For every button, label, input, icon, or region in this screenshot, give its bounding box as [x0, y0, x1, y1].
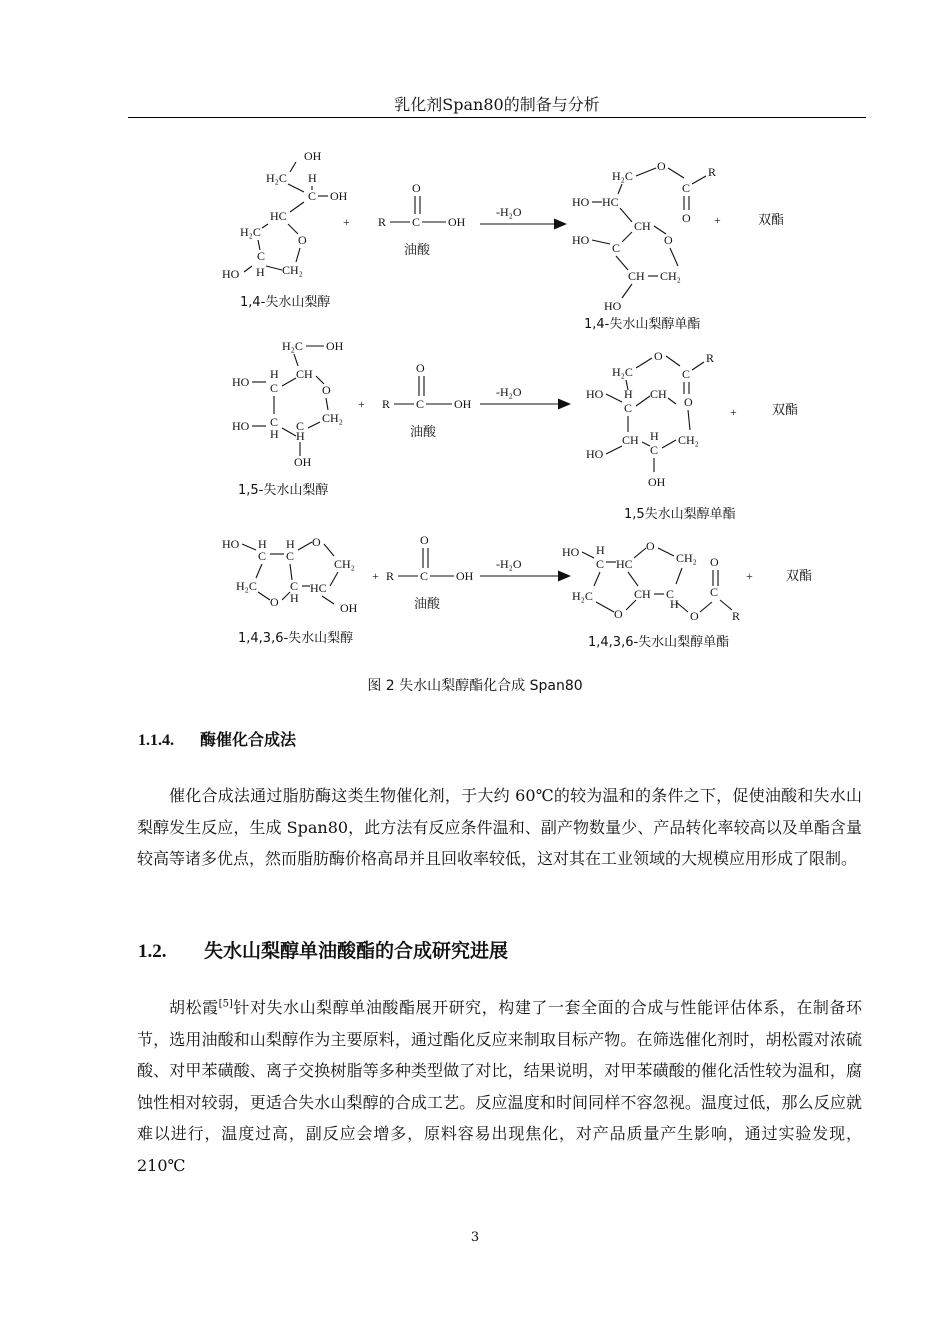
condition-1: -H₂O [496, 205, 522, 219]
plus-sign: + [358, 397, 365, 411]
svg-text:R: R [382, 397, 391, 411]
svg-text:C: C [412, 215, 421, 229]
svg-text:HO: HO [222, 267, 240, 281]
svg-text:R: R [708, 165, 717, 179]
product-1-label: 1,4-失水山梨醇单酯 [584, 317, 701, 332]
reagent-1-label: 油酸 [404, 243, 431, 258]
paragraph-research-progress [137, 992, 862, 1181]
svg-text:C: C [270, 415, 279, 429]
svg-text:R: R [706, 351, 715, 365]
paragraph-text: 针对失水山梨醇单油酸酯展开研究，构建了一套全面的合成与性能评估体系，在制备环节，选用油酸和山梨醇作为主要原料，通过酯化反应来制取目标产物。在筛选催化剂时，胡松霞对浓硫酸、对甲苯磺酸、离子交换树脂等多种类型做了对比，结果说明，对甲苯磺酸的催化活性较为温和，腐蚀性相对较弱，更适合失水山梨醇的合成工艺。反应温度和时间同样不容忽视。温度过低，那么反应就难以进行，温度过高，副反应会增多，原料容易出现焦化，对产品质量产生影响，通过实验发现，210℃ [137, 998, 862, 1175]
svg-text:C: C [416, 397, 425, 411]
svg-text:C: C [420, 569, 429, 583]
svg-text:H₂C: H₂C [240, 225, 261, 239]
svg-text:C: C [257, 249, 266, 263]
section-title: 酶催化合成法 [200, 730, 297, 749]
svg-text:CH₂: CH₂ [676, 551, 697, 565]
condition-2: -H₂O [496, 385, 522, 399]
product-3-structure [562, 539, 740, 623]
svg-text:HO: HO [232, 419, 250, 433]
svg-text:C: C [666, 587, 675, 601]
svg-text:O: O [312, 535, 321, 549]
svg-text:HO: HO [232, 375, 250, 389]
svg-text:H: H [286, 537, 295, 551]
svg-text:HC: HC [616, 557, 633, 571]
reactant-2-label: 1,5-失水山梨醇 [238, 483, 329, 498]
header-rule [128, 117, 866, 118]
svg-text:O: O [664, 233, 673, 247]
svg-text:H: H [296, 429, 305, 443]
svg-text:CH: CH [650, 387, 667, 401]
svg-text:C: C [710, 585, 719, 599]
byproduct-3: 双酯 [786, 569, 813, 584]
svg-text:OH: OH [304, 149, 322, 163]
svg-text:CH: CH [634, 219, 651, 233]
product-2-structure [586, 349, 714, 489]
reactant-1-label: 1,4-失水山梨醇 [240, 295, 331, 310]
svg-text:C: C [682, 181, 691, 195]
reactant-2-structure [232, 339, 344, 469]
svg-text:OH: OH [340, 601, 358, 615]
svg-text:C: C [596, 557, 605, 571]
svg-text:R: R [378, 215, 387, 229]
plus-sign: + [714, 213, 721, 227]
svg-text:HO: HO [222, 537, 240, 551]
svg-text:HO: HO [572, 233, 590, 247]
svg-text:HO: HO [586, 387, 604, 401]
section-heading-1-2 [138, 936, 508, 963]
svg-text:O: O [420, 533, 429, 547]
svg-text:CH: CH [634, 587, 651, 601]
reactant-3-label: 1,4,3,6-失水山梨醇 [238, 631, 354, 646]
svg-text:O: O [412, 181, 421, 195]
esterification-scheme [0, 140, 950, 660]
svg-text:OH: OH [648, 475, 666, 489]
svg-text:H: H [270, 427, 279, 441]
svg-text:O: O [654, 349, 663, 363]
svg-text:HO: HO [604, 299, 622, 313]
svg-text:O: O [614, 607, 623, 621]
svg-text:O: O [657, 159, 666, 173]
running-header: 乳化剂Span80的制备与分析 [394, 95, 600, 114]
condition-3: -H₂O [496, 557, 522, 571]
svg-text:C: C [296, 419, 305, 433]
svg-text:H₂C: H₂C [282, 339, 303, 353]
svg-text:HO: HO [586, 447, 604, 461]
svg-text:C: C [290, 579, 299, 593]
plus-sign: + [730, 405, 737, 419]
svg-text:H: H [256, 265, 265, 279]
svg-text:HO: HO [572, 195, 590, 209]
svg-text:OH: OH [294, 455, 312, 469]
svg-text:CH₂: CH₂ [282, 263, 303, 277]
svg-text:R: R [386, 569, 395, 583]
svg-text:HC: HC [310, 581, 327, 595]
oleic-acid-1-structure [378, 181, 466, 229]
svg-text:CH: CH [296, 367, 313, 381]
reagent-3-label: 油酸 [414, 597, 441, 612]
svg-text:H₂C: H₂C [612, 169, 633, 183]
svg-text:CH: CH [622, 433, 639, 447]
page-number: 3 [470, 1230, 480, 1245]
reactant-3-structure [222, 535, 358, 615]
svg-text:OH: OH [330, 189, 348, 203]
svg-text:H: H [624, 387, 633, 401]
product-3-label: 1,4,3,6-失水山梨醇单酯 [588, 635, 730, 650]
svg-text:C: C [286, 549, 295, 563]
paragraph-enzyme-catalysis: 催化合成法通过脂肪酶这类生物催化剂，于大约 60℃的较为温和的条件之下，促使油酸和失水山梨醇发生反应，生成 Span80，此方法有反应条件温和、副产物数量少、产品转化率较高以及单酯含量较高等诸多优点，然而脂肪酶价格高昂并且回收率较低，这对其在工业领域的大规模应用形成了限制。 [137, 786, 862, 868]
svg-text:C: C [258, 549, 267, 563]
svg-text:O: O [646, 539, 655, 553]
figure-caption: 图 2 失水山梨醇酯化合成 Span80 [367, 678, 583, 694]
svg-text:O: O [416, 361, 425, 375]
svg-text:R: R [732, 609, 741, 623]
section-number: 1.2. [138, 941, 167, 962]
byproduct-1: 双酯 [758, 213, 785, 228]
svg-text:H: H [258, 537, 267, 551]
svg-text:CH₂: CH₂ [334, 557, 355, 571]
product-2-label: 1,5失水山梨醇单酯 [624, 507, 736, 522]
oleic-acid-2-structure [382, 361, 472, 411]
section-number: 1.1.4. [138, 732, 174, 749]
byproduct-2: 双酯 [772, 403, 799, 418]
svg-text:C: C [682, 367, 691, 381]
svg-text:O: O [684, 395, 693, 409]
svg-text:HC: HC [270, 209, 287, 223]
citation-ref[interactable]: [5] [218, 998, 233, 1010]
svg-text:O: O [270, 595, 279, 609]
plus-sign: + [746, 569, 753, 583]
svg-text:C: C [650, 443, 659, 457]
section-title: 失水山梨醇单油酸酯的合成研究进展 [204, 940, 509, 962]
svg-text:OH: OH [448, 215, 466, 229]
svg-text:H₂C: H₂C [236, 579, 257, 593]
svg-text:C: C [270, 381, 279, 395]
svg-text:HO: HO [562, 545, 580, 559]
svg-text:H₂C: H₂C [612, 365, 633, 379]
svg-text:CH₂: CH₂ [660, 269, 681, 283]
svg-text:CH₂: CH₂ [678, 433, 699, 447]
svg-text:OH: OH [326, 339, 344, 353]
svg-text:H: H [650, 429, 659, 443]
svg-text:C: C [612, 241, 621, 255]
svg-text:H₂C: H₂C [572, 589, 593, 603]
section-heading-1-1-4 [138, 727, 296, 750]
svg-text:C: C [308, 189, 317, 203]
svg-text:H: H [670, 597, 679, 611]
svg-text:H: H [270, 367, 279, 381]
plus-sign: + [343, 215, 350, 229]
reactant-1-structure [222, 149, 348, 281]
product-1-structure [572, 159, 716, 313]
svg-text:H: H [308, 171, 317, 185]
svg-text:OH: OH [456, 569, 474, 583]
oleic-acid-3-structure [386, 533, 474, 583]
svg-text:O: O [682, 211, 691, 225]
svg-text:CH: CH [628, 269, 645, 283]
svg-text:H: H [290, 591, 299, 605]
author-name: 胡松霞 [169, 998, 219, 1017]
svg-text:C: C [624, 401, 633, 415]
svg-text:O: O [690, 609, 699, 623]
svg-text:H₂C: H₂C [266, 171, 287, 185]
reagent-2-label: 油酸 [410, 425, 437, 440]
svg-text:O: O [298, 233, 307, 247]
svg-text:HC: HC [602, 195, 619, 209]
svg-text:CH₂: CH₂ [322, 411, 343, 425]
svg-text:O: O [710, 555, 719, 569]
plus-sign: + [372, 569, 379, 583]
svg-text:O: O [322, 383, 331, 397]
svg-text:H: H [596, 543, 605, 557]
svg-text:OH: OH [454, 397, 472, 411]
